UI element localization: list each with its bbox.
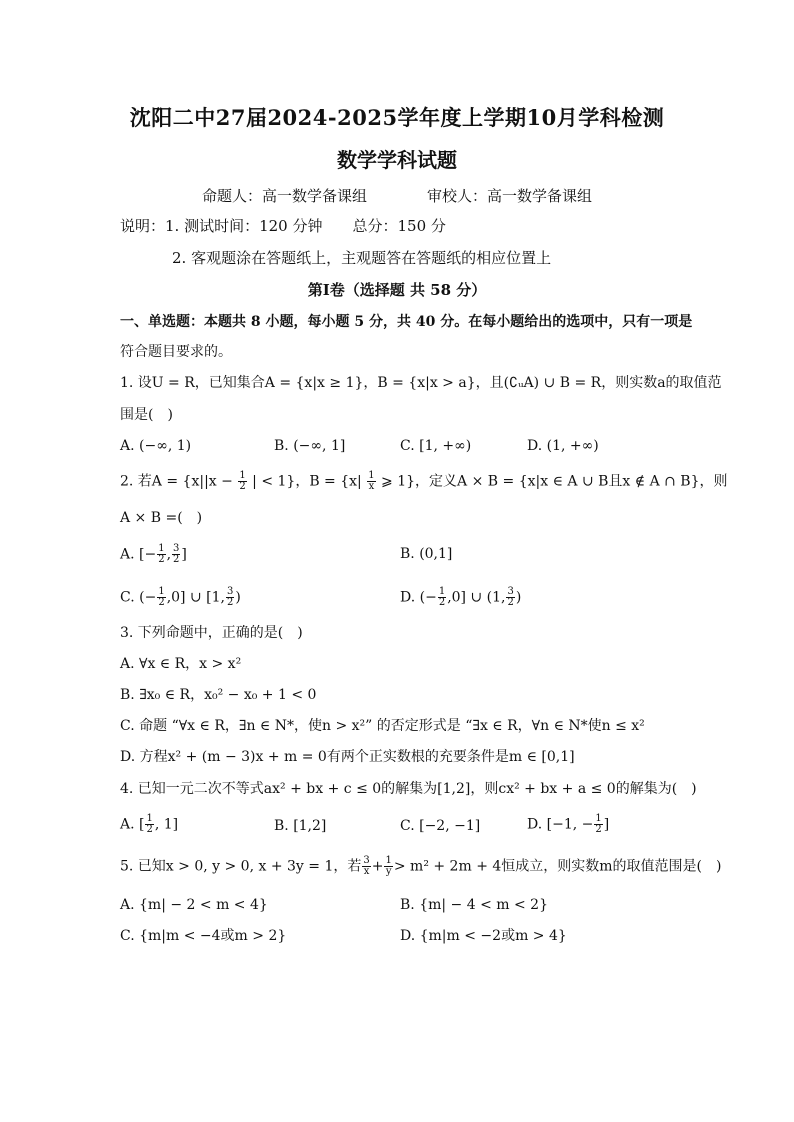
frac-den: 2 xyxy=(158,554,165,565)
q2-fraction-half xyxy=(238,471,246,492)
q1-option-b: B. (−∞, 1] xyxy=(274,438,346,454)
q4-option-a xyxy=(120,814,178,835)
frac-den: 2 xyxy=(146,824,153,835)
q5-stem-part-b: > m² + 2m + 4恒成立，则实数m的取值范围是( ) xyxy=(393,858,722,875)
q2-stem-part-b: | < 1}，B = {x| xyxy=(252,473,362,490)
opt-text: D. [−1, − xyxy=(527,816,594,833)
frac-num: 1 xyxy=(158,543,165,554)
opt-text: ] xyxy=(181,546,187,563)
frac-den: 2 xyxy=(507,597,514,608)
q5-stem-part-a: 5. 已知x > 0, y > 0, x + 3y = 1，若 xyxy=(120,858,362,875)
q5-option-a: A. {m| − 2 < m < 4} xyxy=(120,897,268,913)
opt-text: , xyxy=(166,546,172,563)
q5-fraction-3-over-x xyxy=(362,856,370,877)
frac-num: 1 xyxy=(595,813,602,824)
q2-stem-part-c: ⩾ 1}，定义A × B = {x|x ∈ A ∪ B且x ∉ A ∩ B}，则 xyxy=(381,473,728,490)
section-heading-line1: 一、单选题：本题共 8 小题，每小题 5 分，共 40 分。在每小题给出的选项中，只有一项是 xyxy=(120,314,693,330)
fraction xyxy=(157,544,165,565)
frac-num: 1 xyxy=(385,855,392,866)
q2-option-b: B. (0,1] xyxy=(400,546,453,562)
q5-fraction-1-over-y xyxy=(384,856,392,877)
opt-text: , 1] xyxy=(154,816,179,833)
opt-text: A. [− xyxy=(120,546,157,563)
frac-num: 1 xyxy=(368,470,375,481)
q2-option-c xyxy=(120,587,241,608)
frac-num: 3 xyxy=(507,586,514,597)
frac-num: 3 xyxy=(226,586,234,597)
frac-den: 2 xyxy=(239,481,246,492)
q1-option-a: A. (−∞, 1) xyxy=(120,438,192,454)
fraction xyxy=(172,544,180,565)
frac-den: x xyxy=(368,481,375,492)
q3-option-a: A. ∀x ∈ R，x > x² xyxy=(120,656,242,672)
q3-option-b: B. ∃x₀ ∈ R，x₀² − x₀ + 1 < 0 xyxy=(120,687,317,703)
q4-option-b: B. [1,2] xyxy=(274,818,327,834)
instructions-1: 说明：1. 测试时间：120 分钟 总分：150 分 xyxy=(120,217,446,235)
opt-text: A. [ xyxy=(120,816,145,833)
frac-num: 1 xyxy=(146,813,153,824)
q1-stem-line2: 围是( ) xyxy=(120,407,173,423)
q2-option-d xyxy=(400,587,521,608)
fraction xyxy=(145,814,153,835)
q5-option-d: D. {m|m < −2或m > 4} xyxy=(400,928,567,944)
q2-stem-line1 xyxy=(120,471,728,492)
opt-text: D. (− xyxy=(400,589,437,606)
frac-num: 3 xyxy=(363,855,370,866)
q4-option-c: C. [−2, −1] xyxy=(400,818,481,834)
frac-den: 2 xyxy=(595,824,602,835)
fraction xyxy=(506,587,514,608)
frac-num: 1 xyxy=(239,470,246,481)
opt-text: ,0] ∪ [1, xyxy=(166,589,225,606)
frac-den: 2 xyxy=(158,597,165,608)
q2-stem-line2: A × B =( ) xyxy=(120,510,203,526)
q5-option-b: B. {m| − 4 < m < 2} xyxy=(400,897,548,913)
q1-option-d: D. (1, +∞) xyxy=(527,438,599,454)
section-heading-line2: 符合题目要求的。 xyxy=(120,344,232,360)
q3-option-d: D. 方程x² + (m − 3)x + m = 0有两个正实数根的充要条件是m ∈ [0,1] xyxy=(120,749,575,765)
q1-stem-line1: 1. 设U = R，已知集合A = {x|x ≥ 1}，B = {x|x > a}，且(∁ᵤA) ∪ B = R，则实数a的取值范 xyxy=(120,375,722,391)
q5-option-c: C. {m|m < −4或m > 2} xyxy=(120,928,287,944)
volume-heading: 第Ⅰ卷（选择题 共 58 分） xyxy=(307,281,487,299)
opt-text: C. (− xyxy=(120,589,157,606)
fraction xyxy=(226,587,234,608)
q4-option-d xyxy=(527,814,609,835)
plus-sign: + xyxy=(371,858,384,875)
q3-stem: 3. 下列命题中，正确的是( ) xyxy=(120,625,303,641)
fraction xyxy=(157,587,165,608)
frac-den: y xyxy=(385,866,392,877)
fraction xyxy=(594,814,602,835)
fraction xyxy=(438,587,446,608)
exam-title: 沈阳二中27届2024-2025学年度上学期10月学科检测 xyxy=(129,105,665,130)
q2-option-a xyxy=(120,544,187,565)
frac-num: 3 xyxy=(173,543,180,554)
frac-den: 2 xyxy=(173,554,180,565)
opt-text: ,0] ∪ (1, xyxy=(447,589,506,606)
exam-subtitle: 数学学科试题 xyxy=(337,148,457,172)
q2-fraction-1-over-x xyxy=(367,471,375,492)
q1-option-c: C. [1, +∞) xyxy=(400,438,472,454)
q3-option-c: C. 命题 “∀x ∈ R，∃n ∈ N*，使n > x²” 的否定形式是 “∃x ∈ R，∀n ∈ N*使n ≤ x² xyxy=(120,718,645,734)
q4-stem: 4. 已知一元二次不等式ax² + bx + c ≤ 0的解集为[1,2]，则cx² + bx + a ≤ 0的解集为( ) xyxy=(120,781,697,797)
authors-line: 命题人：高一数学备课组 审校人：高一数学备课组 xyxy=(201,187,592,205)
frac-den: 2 xyxy=(226,597,234,608)
frac-den: x xyxy=(363,866,370,877)
frac-den: 2 xyxy=(438,597,446,608)
q2-stem-part-a: 2. 若A = {x||x − xyxy=(120,473,233,490)
opt-text: ) xyxy=(515,589,522,606)
opt-text: ) xyxy=(235,589,241,606)
instructions-2: 2. 客观题涂在答题纸上，主观题答在答题纸的相应位置上 xyxy=(172,249,552,267)
q5-stem xyxy=(120,856,721,877)
frac-num: 1 xyxy=(158,586,165,597)
frac-num: 1 xyxy=(438,586,446,597)
opt-text: ] xyxy=(603,816,610,833)
